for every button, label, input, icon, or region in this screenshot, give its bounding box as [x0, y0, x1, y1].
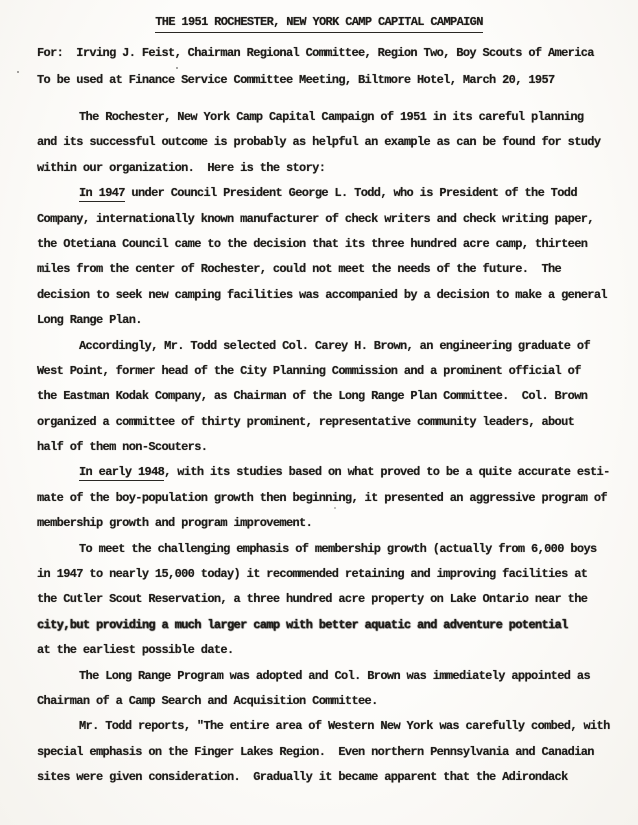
title-bar — [0, 13, 638, 40]
text-line: mate of the boy-population growth then beginning, it presented an aggressive program of — [37, 490, 607, 505]
paragraph — [37, 537, 638, 664]
underlined-phrase: In early 1948 — [79, 465, 165, 480]
paragraph — [37, 714, 638, 790]
usage-line: To be used at Finance Service Committee Meeting, Biltmore Hotel, March 20, 1957 — [37, 73, 555, 87]
text-line: the Otetiana Council came to the decision that its three hundred acre camp, thirteen — [37, 236, 588, 251]
text-line: special emphasis on the Finger Lakes Region. Even northern Pennsylvania and Canadian — [37, 744, 594, 759]
text-line — [37, 460, 638, 485]
recipient-line: For: Irving J. Feist, Chairman Regional Committee, Region Two, Boy Scouts of America — [37, 46, 594, 60]
scan-speck — [17, 71, 19, 73]
text-line: within our organization. Here is the story: — [37, 160, 326, 175]
line-text: , with its studies based on what proved to be a quite accurate esti- — [164, 465, 610, 480]
text-line: organized a committee of thirty prominent, representative community leaders, about — [37, 414, 575, 429]
paragraph — [37, 664, 638, 715]
scan-speck — [176, 67, 178, 69]
text-line: sites were given consideration. Gradually it became apparent that the Adirondack — [37, 770, 568, 785]
paragraph — [37, 105, 638, 181]
underlined-phrase: In 1947 — [79, 186, 125, 201]
text-line: Mr. Todd reports, "The entire area of Western New York was carefully combed, with — [79, 719, 610, 734]
paragraph — [37, 334, 638, 461]
text-line: Chairman of a Camp Search and Acquisition Committee. — [37, 693, 378, 708]
text-line: To meet the challenging emphasis of membership growth (actually from 6,000 boys — [79, 541, 597, 556]
text-line: half of them non-Scouters. — [37, 440, 208, 455]
text-line: miles from the center of Rochester, could not meet the needs of the future. The — [37, 262, 562, 277]
document-body — [0, 105, 638, 791]
text-line: at the earliest possible date. — [37, 643, 234, 658]
text-line: and its successful outcome is probably as helpful an example as can be found for study — [37, 135, 601, 150]
text-line: Company, internationally known manufacturer of check writers and check writing paper, — [37, 211, 594, 226]
text-line: membership growth and program improvement. — [37, 516, 313, 531]
paragraph — [37, 460, 638, 536]
text-line — [37, 181, 638, 206]
text-line: West Point, former head of the City Planning Commission and a prominent official of — [37, 363, 581, 378]
text-line: Accordingly, Mr. Todd selected Col. Carey H. Brown, an engineering graduate of — [79, 338, 590, 353]
text-line: decision to seek new camping facilities was accompanied by a decision to make a general — [37, 287, 607, 302]
text-line: The Rochester, New York Camp Capital Campaign of 1951 in its careful planning — [79, 110, 584, 124]
text-line: The Long Range Program was adopted and Col. Brown was immediately appointed as — [79, 668, 590, 683]
text-line: Long Range Plan. — [37, 313, 142, 328]
paragraph — [37, 181, 638, 333]
scan-speck — [334, 507, 336, 509]
document-title: THE 1951 ROCHESTER, NEW YORK CAMP CAPITAL CAMPAIGN — [155, 13, 483, 33]
text-line: the Eastman Kodak Company, as Chairman of the Long Range Plan Committee. Col. Brown — [37, 389, 588, 404]
line-text: under Council President George L. Todd, who is President of the Todd — [124, 186, 577, 201]
text-line: the Cutler Scout Reservation, a three hundred acre property on Lake Ontario near the — [37, 592, 588, 607]
text-line: city,but providing a much larger camp with better aquatic and adventure potential — [37, 617, 568, 632]
text-line: in 1947 to nearly 15,000 today) it recommended retaining and improving facilities at — [37, 567, 588, 582]
